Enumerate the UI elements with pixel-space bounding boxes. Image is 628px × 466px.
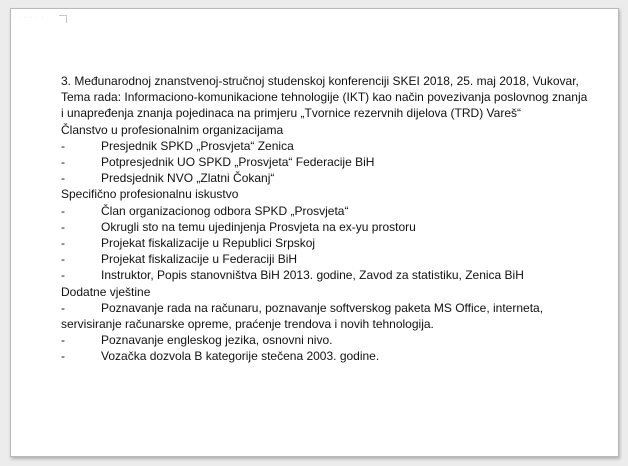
section-heading: Specifično profesionalnu iskustvo	[61, 187, 239, 202]
list-item-text: Potpresjednik UO SPKD „Prosvjeta“ Federacije BiH	[101, 155, 375, 170]
text-paragraph: Tema rada: Informaciono-komunikacione tehnologije (IKT) kao način povezivanja poslovnog znanja i unapređenja znanja pojedinaca na primjeru „Tvornice rezervnih dijelova (TRD) Vareš“	[61, 90, 588, 121]
list-dash: -	[61, 138, 65, 153]
list-item	[61, 138, 591, 154]
list-item-text: Poznavanje engleskog jezika, osnovni nivo.	[101, 333, 333, 348]
document-page	[10, 8, 619, 457]
list-item-text: Poznavanje rada na računaru, poznavanje softverskog paketa MS Office, interneta, servisiranje računarske opreme, praćenje trendova i novih tehnologija.	[61, 300, 544, 332]
list-item	[61, 154, 591, 170]
list-dash: -	[61, 300, 65, 315]
text-paragraph: 3. Međunarodnoj znanstvenoj-stručnoj studenskoj konferenciji SKEI 2018, 25. maj 2018, Vukovar,	[61, 74, 579, 88]
list-item-text: Predsjednik NVO „Zlatni Čokanj“	[101, 171, 275, 186]
list-item	[61, 219, 591, 235]
list-item	[61, 348, 591, 364]
list-item	[61, 203, 591, 219]
list-dash: -	[61, 155, 65, 170]
list-item	[61, 170, 591, 186]
list-item	[61, 251, 591, 267]
list-item-text: Presjednik SPKD „Prosvjeta“ Zenica	[101, 138, 294, 153]
list-item-text: Projekat fiskalizacije u Republici Srpskoj	[101, 236, 316, 251]
list-item	[61, 300, 591, 332]
section-heading: Članstvo u profesionalnim organizacijama	[61, 122, 284, 137]
section-heading: Dodatne vještine	[61, 284, 151, 299]
list-item-text: Član organizacionog odbora SPKD „Prosvjeta“	[101, 203, 349, 218]
list-dash: -	[61, 333, 65, 348]
margin-corner-mark	[59, 15, 67, 23]
list-item-text: Projekat fiskalizacije u Federaciji BiH	[101, 252, 298, 267]
list-dash: -	[61, 252, 65, 267]
list-dash: -	[61, 236, 65, 251]
list-dash: -	[61, 219, 65, 234]
list-dash: -	[61, 171, 65, 186]
margin-marker: · · · · · ·	[13, 15, 45, 21]
list-item-text: Instruktor, Popis stanovništva BiH 2013. godine, Zavod za statistiku, Zenica BiH	[101, 268, 524, 283]
document-body[interactable]	[61, 73, 591, 365]
list-item-text: Vozačka dozvola B kategorije stečena 2003. godine.	[101, 349, 380, 364]
list-item-text: Okrugli sto na temu ujedinjenja Prosvjeta na ex-yu prostoru	[101, 219, 416, 234]
list-dash: -	[61, 203, 65, 218]
list-dash: -	[61, 349, 65, 364]
list-item	[61, 267, 591, 283]
list-item	[61, 332, 591, 348]
list-item	[61, 235, 591, 251]
list-dash: -	[61, 268, 65, 283]
